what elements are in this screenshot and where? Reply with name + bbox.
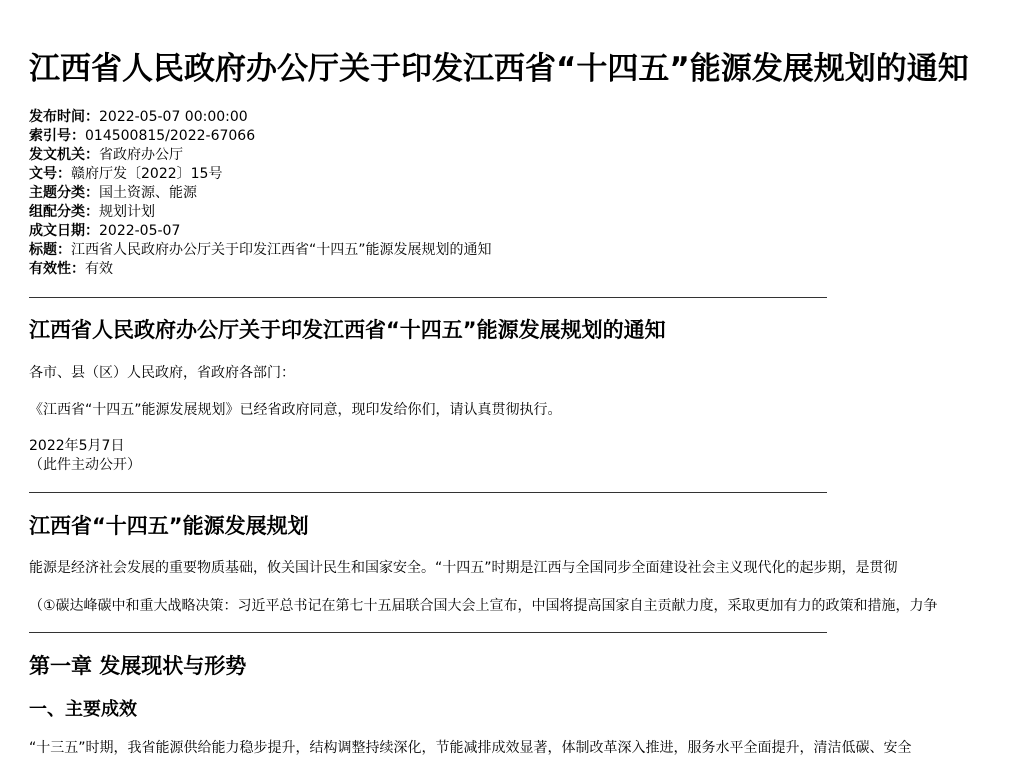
meta-value: 赣府厅发〔2022〕15号 bbox=[71, 166, 223, 182]
notice-body: 《江西省“十四五”能源发展规划》已经省政府同意，现印发给你们，请认真贯彻执行。 bbox=[29, 402, 562, 418]
notice-heading: 江西省人民政府办公厅关于印发江西省“十四五”能源发展规划的通知 bbox=[29, 318, 666, 342]
meta-row-document-number bbox=[29, 165, 492, 184]
meta-label: 索引号： bbox=[29, 128, 85, 144]
divider bbox=[29, 492, 827, 493]
meta-value: 2022-05-07 00:00:00 bbox=[99, 109, 248, 125]
meta-row-validity bbox=[29, 260, 492, 279]
page-title: 江西省人民政府办公厅关于印发江西省“十四五”能源发展规划的通知 bbox=[29, 51, 969, 87]
plan-heading: 江西省“十四五”能源发展规划 bbox=[29, 514, 309, 538]
meta-label: 发文机关： bbox=[29, 147, 99, 163]
notice-date: 2022年5月7日 bbox=[29, 438, 125, 454]
chapter-paragraph: “十三五”时期，我省能源供给能力稳步提升，结构调整持续深化，节能减排成效显著，体制改革深入推进，服务水平全面提升，清洁低碳、安全 bbox=[29, 740, 912, 756]
meta-label: 发布时间： bbox=[29, 109, 99, 125]
meta-label: 标题： bbox=[29, 242, 71, 258]
meta-row-issuing-office bbox=[29, 146, 492, 165]
meta-value: 江西省人民政府办公厅关于印发江西省“十四五”能源发展规划的通知 bbox=[71, 242, 492, 258]
meta-value: 规划计划 bbox=[99, 204, 155, 220]
meta-row-written-date bbox=[29, 222, 492, 241]
plan-paragraph: 能源是经济社会发展的重要物质基础，攸关国计民生和国家安全。“十四五”时期是江西与全国同步全面建设社会主义现代化的起步期，是贯彻 bbox=[29, 560, 898, 576]
notice-salutation: 各市、县（区）人民政府，省政府各部门： bbox=[29, 365, 295, 381]
meta-row-publish-time bbox=[29, 108, 492, 127]
meta-label: 文号： bbox=[29, 166, 71, 182]
divider bbox=[29, 297, 827, 298]
meta-value: 有效 bbox=[85, 261, 113, 277]
meta-label: 组配分类： bbox=[29, 204, 99, 220]
plan-footnote: （①碳达峰碳中和重大战略决策：习近平总书记在第七十五届联合国大会上宣布，中国将提高国家自主贡献力度，采取更加有力的政策和措施，力争 bbox=[29, 598, 938, 614]
meta-row-title bbox=[29, 241, 492, 260]
notice-public-note: （此件主动公开） bbox=[29, 457, 141, 473]
meta-label: 主题分类： bbox=[29, 185, 99, 201]
meta-value: 省政府办公厅 bbox=[99, 147, 183, 163]
meta-value: 国土资源、能源 bbox=[99, 185, 197, 201]
document-metadata bbox=[29, 108, 492, 279]
meta-label: 有效性： bbox=[29, 261, 85, 277]
chapter-heading: 第一章 发展现状与形势 bbox=[29, 654, 247, 678]
meta-value: 014500815/2022-67066 bbox=[85, 128, 256, 144]
meta-row-group bbox=[29, 203, 492, 222]
meta-label: 成文日期： bbox=[29, 223, 99, 239]
section-heading: 一、主要成效 bbox=[29, 699, 137, 720]
meta-value: 2022-05-07 bbox=[99, 223, 181, 239]
meta-row-index-number bbox=[29, 127, 492, 146]
meta-row-topic bbox=[29, 184, 492, 203]
divider bbox=[29, 632, 827, 633]
